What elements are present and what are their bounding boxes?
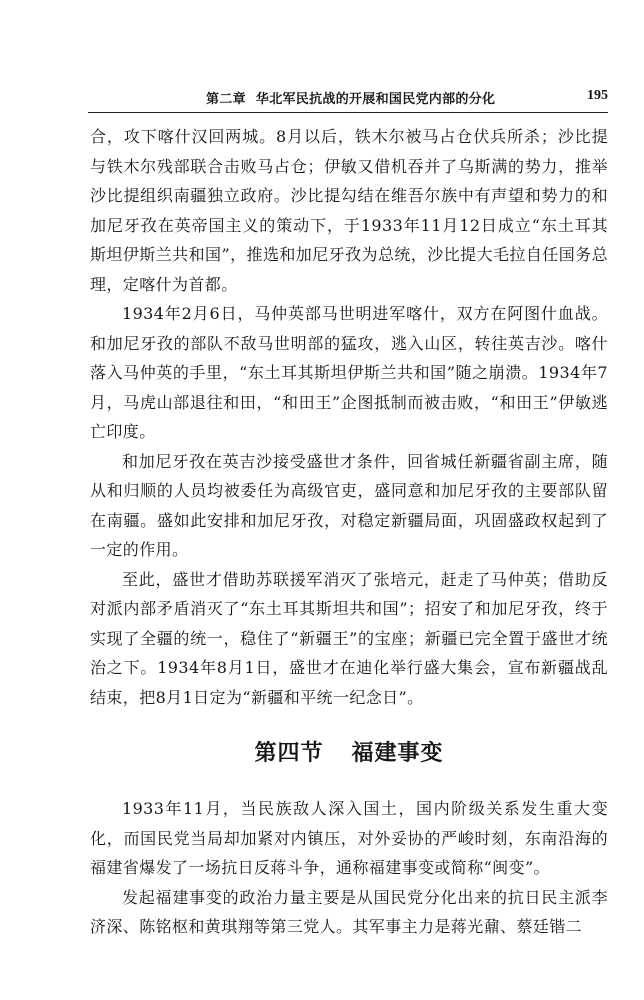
paragraph: 至此，盛世才借助苏联援军消灭了张培元，赶走了马仲英；借助反对派内部矛盾消灭了“东土耳其斯坦共和国”；招安了和加尼牙孜，终于实现了全疆的统一，稳住了“新疆王”的宝座；新疆已完全置于盛世才统治之下。1934年8月1日，盛世才在迪化举行盛大集会，宣布新疆战乱结束，把8月1日定为“新疆和平统一纪念日”。 xyxy=(90,569,608,707)
section-heading xyxy=(90,736,608,770)
paragraph: 1934年2月6日，马仲英部马世明进军喀什，双方在阿图什血战。和加尼牙孜的部队不敌马世明部的猛攻，逃入山区，转往英吉沙。喀什落入马仲英的手里，“东土耳其斯坦伊斯兰共和国”随之崩溃。1934年7月，马虎山部退往和田，“和田王”企图抵制而被击败，“和田王”伊敏逃亡印度。 xyxy=(90,304,608,441)
paragraph: 发起福建事变的政治力量主要是从国民党分化出来的抗日民主派李济深、陈铭枢和黄琪翔等第三党人。其军事主力是蒋光鼐、蔡廷锴二 xyxy=(90,887,608,936)
running-header-chapter xyxy=(206,88,495,107)
header-rule xyxy=(88,112,608,113)
chapter-title: 华北军民抗战的开展和国民党内部的分化 xyxy=(255,92,496,107)
section-title: 福建事变 xyxy=(351,740,444,766)
section-number: 第四节 xyxy=(254,740,324,766)
paragraph-continued: 合，攻下喀什汉回两城。8月以后，铁木尔被马占仓伏兵所杀；沙比提与铁木尔残部联合击败马占仓；伊敏又借机吞并了乌斯满的势力，推举沙比提组织南疆独立政府。沙比提勾结在维吾尔族中有声望和势力的和加尼牙孜在英帝国主义的策动下，于1933年11月12日成立“东土耳其斯坦伊斯兰共和国”，推选和加尼牙孜为总统，沙比提大毛拉自任国务总理，定喀什为首都。 xyxy=(90,127,608,294)
paragraph: 1933年11月，当民族敌人深入国土，国内阶级关系发生重大变化，而国民党当局却加紧对内镇压，对外妥协的严峻时刻，东南沿海的福建省爆发了一场抗日反蒋斗争，通称福建事变或简称“闽变”。 xyxy=(90,799,608,877)
chapter-number: 第二章 xyxy=(206,92,246,107)
page-body xyxy=(90,122,608,942)
running-header xyxy=(88,88,608,110)
page-number: 195 xyxy=(587,88,608,103)
paragraph: 和加尼牙孜在英吉沙接受盛世才条件，回省城任新疆省副主席，随从和归顺的人员均被委任为高级官吏，盛同意和加尼牙孜的主要部队留在南疆。盛如此安排和加尼牙孜，对稳定新疆局面，巩固盛政权起到了一定的作用。 xyxy=(90,451,608,559)
